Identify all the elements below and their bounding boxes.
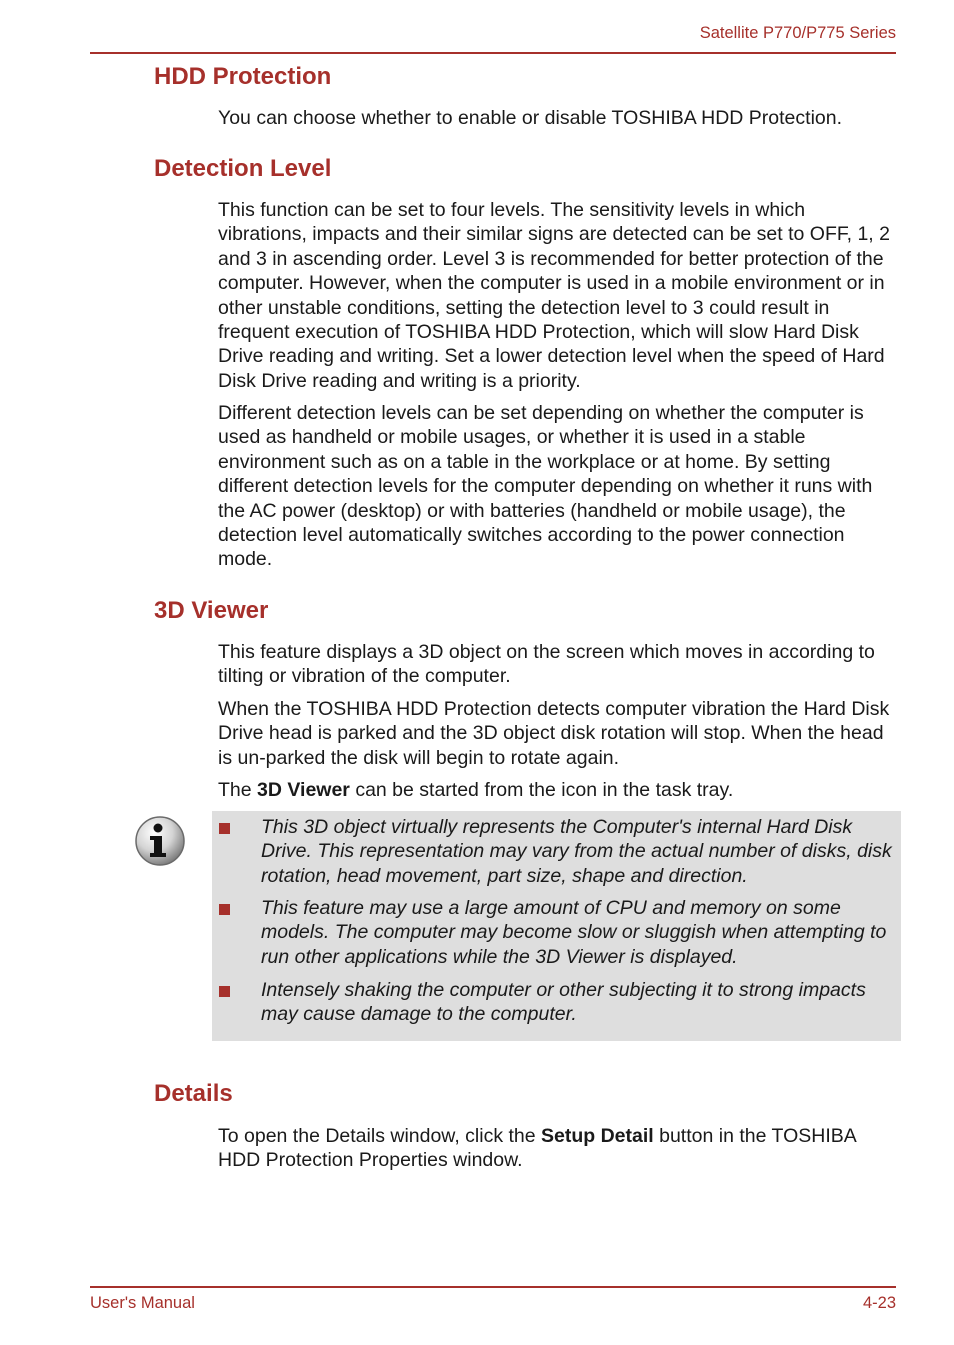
details-p1-pre: To open the Details window, click the [218, 1125, 542, 1147]
page-number: 4-23 [862, 1294, 896, 1312]
heading-detection-level: Detection Level [154, 155, 332, 182]
details-paragraph [218, 1124, 898, 1173]
info-icon [134, 815, 186, 867]
3d-viewer-p3-post: can be started from the icon in the task tray. [349, 779, 734, 801]
detection-level-paragraph-2: Different detection levels can be set depending on whether the computer is used as handheld or mobile usages, or whether it is used in a stable environment such as on a table in the workplace or at home. By setting different detection levels for the computer depending on whether it runs with the AC power (desktop) or with batteries (handheld or mobile usage), the detection level automatically switches according to the power connection mode. [218, 402, 873, 571]
heading-hdd-protection: HDD Protection [154, 63, 332, 90]
footer-manual-title: User's Manual [90, 1294, 195, 1312]
running-header: Satellite P770/P775 Series [699, 24, 896, 42]
details-p1-post: button in the TOSHIBA HDD Protection Properties window. [218, 1125, 856, 1172]
3d-viewer-paragraph-2: When the TOSHIBA HDD Protection detects computer vibration the Hard Disk Drive head is parked and the 3D object disk rotation will stop. When the head is un-parked the disk will begin to rotate again. [218, 698, 890, 769]
details-bold-term: Setup Detail [541, 1125, 654, 1147]
heading-details: Details [154, 1080, 233, 1107]
3d-viewer-paragraph-3 [218, 778, 898, 802]
3d-viewer-bold-term: 3D Viewer [257, 779, 350, 801]
note-text: This feature may use a large amount of CPU and memory on some models. The computer may become slow or sluggish when attempting to run other applications while the 3D Viewer is displayed. [261, 897, 887, 968]
note-box [212, 811, 901, 1041]
square-bullet-icon [219, 904, 230, 915]
note-text: Intensely shaking the computer or other subjecting it to strong impacts may cause damage to the computer. [261, 979, 866, 1026]
note-text: This 3D object virtually represents the Computer's internal Hard Disk Drive. This representation may vary from the actual number of disks, disk rotation, head movement, part size, shape and direction. [261, 816, 892, 887]
square-bullet-icon [219, 823, 230, 834]
square-bullet-icon [219, 986, 230, 997]
footer-rule [90, 1286, 896, 1288]
detection-level-paragraph-1: This function can be set to four levels. The sensitivity levels in which vibrations, impacts and their similar signs are detected can be set to OFF, 1, 2 and 3 in ascending order. Level 3 is recommended for better protection of the computer. However, when the computer is used in a mobile environment or in other unstable conditions, setting the detection level to 3 could result in frequent execution of TOSHIBA HDD Protection, which will slow Hard Disk Drive reading and writing. Set a lower detection level when the speed of Hard Disk Drive reading and writing is a priority. [218, 199, 890, 392]
hdd-protection-paragraph: You can choose whether to enable or disable TOSHIBA HDD Protection. [218, 107, 843, 129]
heading-3d-viewer: 3D Viewer [154, 597, 269, 624]
3d-viewer-p3-pre: The [218, 779, 258, 801]
header-rule [90, 52, 896, 54]
3d-viewer-paragraph-1: This feature displays a 3D object on the screen which moves in according to tilting or vibration of the computer. [218, 641, 875, 688]
